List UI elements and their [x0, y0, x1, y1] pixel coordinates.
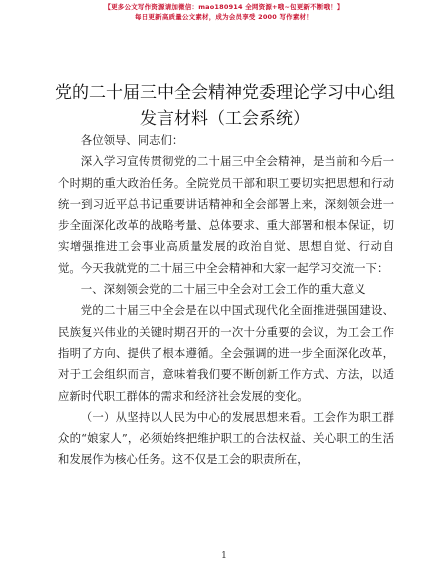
- subheading-1: （一）从坚持以人民为中心的发展思想来看。: [80, 409, 313, 424]
- paragraph-people-centered: [58, 407, 394, 471]
- salutation: 各位领导、同志们：: [80, 133, 184, 147]
- page-number: 1: [221, 551, 227, 561]
- promo-banner-line-2: 每日更新高质量公文素材，成为会员享受 2000 写作素材！: [135, 13, 313, 21]
- document-title: [40, 80, 410, 132]
- document-title-line-1: 党的二十届三中全会精神党委理论学习中心组: [55, 83, 395, 103]
- paragraph-people-centered-text: 工会作为职工群众的“娘家人”，必须始终把维护职工的合法权益、关心职工的生活和发展作为核心任务。这不仅是工会的职责所在，: [58, 409, 394, 467]
- promo-banner: [0, 2, 448, 22]
- document-body: [58, 130, 394, 471]
- paragraph-significance: 党的二十届三中全会是在以中国式现代化全面推进强国建设、民族复兴伟业的关键时期召开的一次十分重要的会议，为工会工作指明了方向、提供了根本遵循。全会强调的进一步全面深化改革，对于工会组织而言，意味着我们要不断创新工作方式、方法，以适应新时代职工群体的需求和经济社会发展的变化。: [58, 303, 394, 403]
- paragraph-intro: 深入学习宣传贯彻党的二十届三中全会精神，是当前和今后一个时期的重大政治任务。全院党员干部和职工要切实把思想和行动统一到习近平总书记重要讲话精神和全会部署上来，深刻领会进一步全面深化改革的战略考量、总体要求、重大部署和根本保证，切实增强推进工会事业高质量发展的政治自觉、思想自觉、行动自觉。今天我就党的二十届三中全会精神和大家一起学习交流一下：: [58, 154, 394, 275]
- promo-banner-line-1: 【更多公文写作资源请加微信：mao180914 全网资源+哦~包更新不断哦！】: [104, 3, 344, 11]
- section-heading-1: 一、深刻领会党的二十届三中全会对工会工作的重大意义: [80, 282, 366, 297]
- document-title-line-2: 发言材料（工会系统）: [140, 109, 310, 129]
